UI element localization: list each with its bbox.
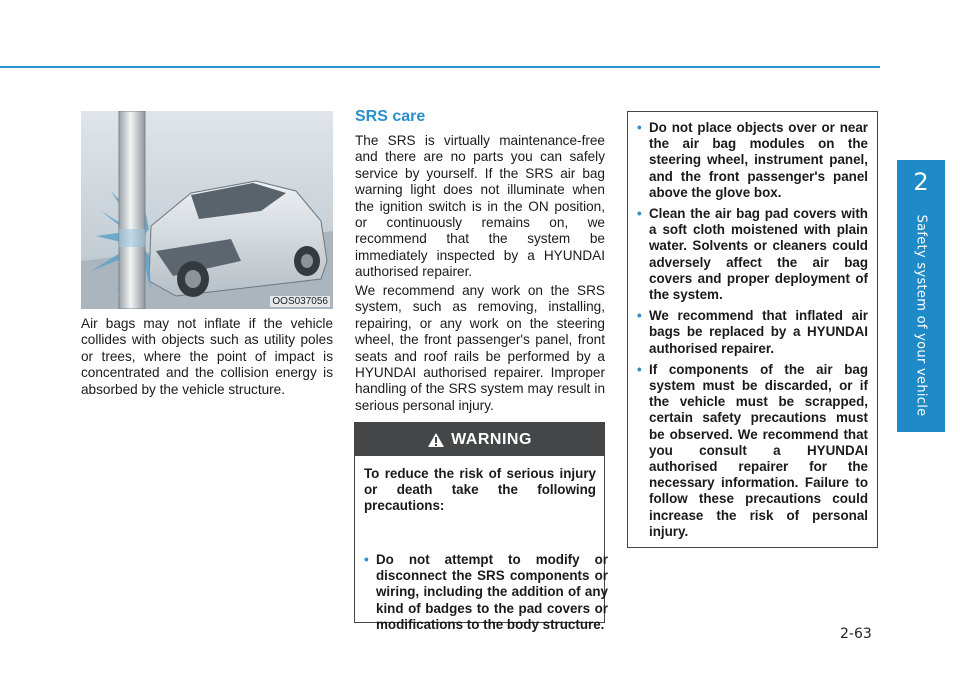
car-pole-illustration <box>81 111 333 309</box>
chapter-number: 2 <box>913 168 929 196</box>
precaution-text: If components of the air bag system must be discarded, or if the vehicle must be scrapped, certain safety precautions must be observed. We recommend that you consult a HYUNDAI authorised repairer for the necessary information. Failure to follow these precautions could increase the risk of personal injury. <box>649 361 868 539</box>
precaution-text: We recommend that inflated air bags be replaced by a HYUNDAI authorised repairer. <box>649 308 868 356</box>
bullet-icon: • <box>637 308 642 324</box>
warning-box <box>354 422 608 632</box>
warning-triangle-icon <box>427 432 445 448</box>
precautions-box <box>627 111 878 548</box>
collision-note: Air bags may not inflate if the vehicle collides with objects such as utility poles or trees, where the point of impact is concentrated and the collision energy is absorbed by the vehicle structure. <box>81 316 333 397</box>
bullet-icon: • <box>364 552 369 567</box>
srs-care-paragraph-2: We recommend any work on the SRS system, such as removing, installing, repairing, or any work on the steering wheel, the front passenger's panel, front seats and roof rails be performed by a HYUNDAI authorised repairer. Improper handling of the SRS system may result in serious personal injury. <box>355 283 605 413</box>
precaution-item <box>637 120 868 201</box>
warning-intro: To reduce the risk of serious injury or death take the following precautions: <box>364 466 596 514</box>
precaution-item <box>637 362 868 540</box>
warning-header <box>355 423 604 456</box>
warning-title: WARNING <box>451 430 532 448</box>
bullet-icon: • <box>637 361 642 377</box>
chapter-tab <box>897 160 945 432</box>
precaution-item <box>637 308 868 357</box>
srs-care-paragraph-1: The SRS is virtually maintenance-free and there are no parts you can safely service by yourself. If the SRS air bag warning light does not illuminate when the ignition switch is in the ON position, or continuously remains on, we recommend that the system be immediately inspected by a HYUNDAI authorised repairer. <box>355 133 605 280</box>
figure-code: OOS037056 <box>272 296 328 307</box>
collision-illustration <box>81 111 333 309</box>
precaution-text: Clean the air bag pad covers with a soft cloth moistened with plain water. Solvents or cleaners could adversely affect the air bag covers and proper deployment of the system. <box>649 206 868 303</box>
precaution-item <box>637 206 868 303</box>
header-rule <box>0 66 880 68</box>
chapter-title: Safety system of your vehicle <box>913 214 929 417</box>
warning-item-text: Do not attempt to modify or disconnect the SRS components or wiring, including the addition of any kind of badges to the pad covers or modifications to the body structure. <box>376 552 608 632</box>
precaution-text: Do not place objects over or near the air bag modules on the steering wheel, instrument panel, and the front passenger's panel above the glove box. <box>649 120 868 200</box>
section-title: SRS care <box>355 108 426 125</box>
page-number: 2-63 <box>840 626 872 642</box>
bullet-icon: • <box>637 120 642 135</box>
bullet-icon: • <box>637 206 642 222</box>
warning-item <box>364 552 608 633</box>
